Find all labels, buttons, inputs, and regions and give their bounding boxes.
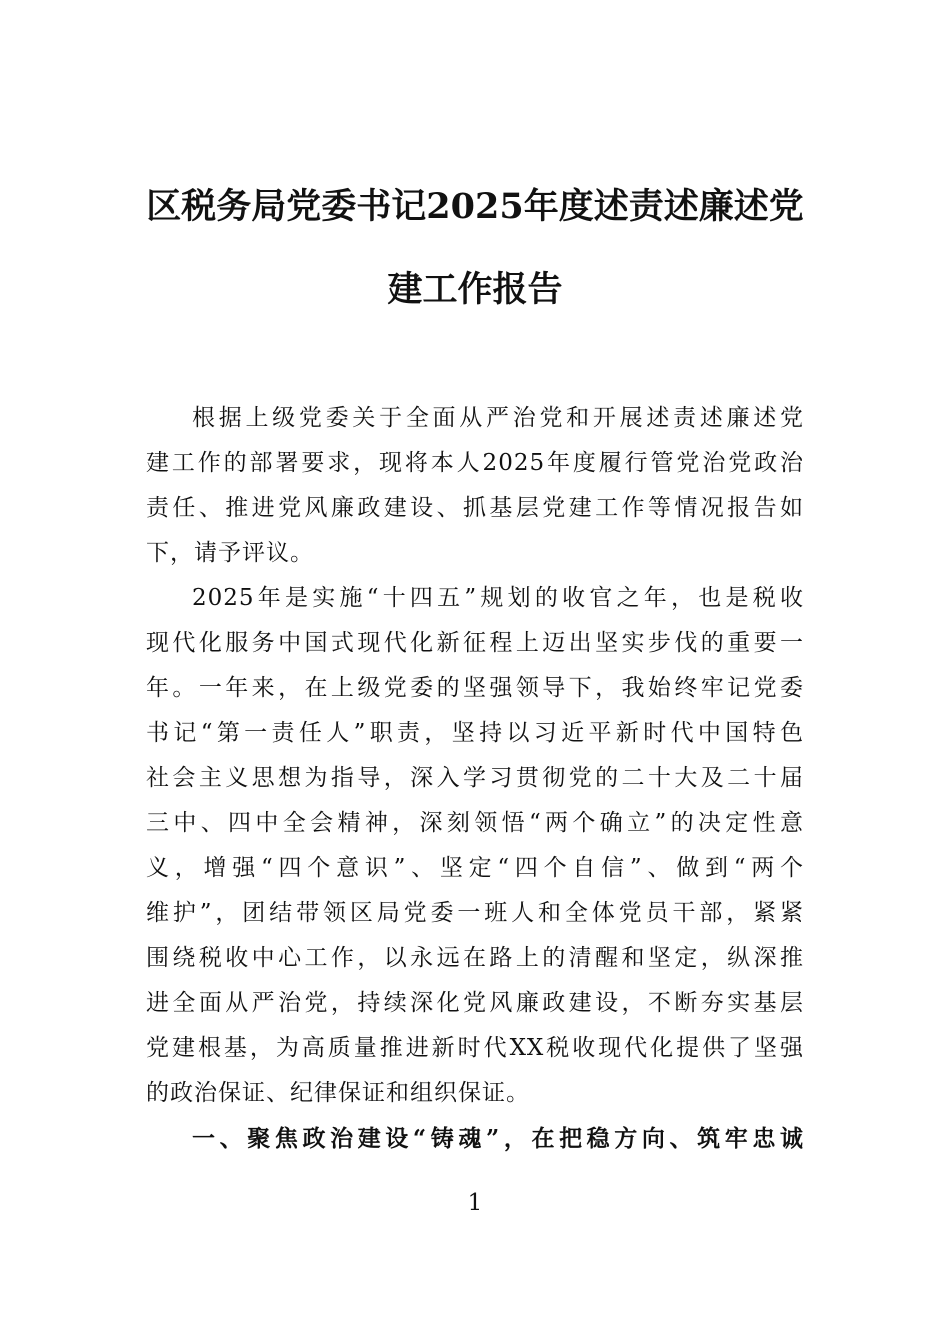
text-line: 义，增强“四个意识”、坚定“四个自信”、做到“两个: [146, 855, 804, 881]
text-line: 下，请予评议。: [146, 540, 314, 566]
document-title: [146, 165, 804, 331]
page-number: 1: [467, 1190, 483, 1216]
text-line: 建工作的部署要求，现将本人2025年度履行管党治党政治: [146, 450, 804, 476]
text-line: 进全面从严治党，持续深化党风廉政建设，不断夯实基层: [146, 990, 804, 1016]
text-line: 年。一年来，在上级党委的坚强领导下，我始终牢记党委: [146, 675, 804, 701]
document-body: [146, 396, 804, 1161]
text-line: 维护”，团结带领区局党委一班人和全体党员干部，紧紧: [146, 900, 804, 926]
section-heading-1: [146, 1116, 804, 1161]
text-line: 2025年是实施“十四五”规划的收官之年，也是税收: [192, 585, 804, 611]
text-line: 书记“第一责任人”职责，坚持以习近平新时代中国特色: [146, 720, 804, 746]
text-line: 现代化服务中国式现代化新征程上迈出坚实步伐的重要一: [146, 630, 804, 656]
paragraph-overview: [146, 576, 804, 1116]
title-line-2: 建工作报告: [387, 269, 563, 310]
text-line: 社会主义思想为指导，深入学习贯彻党的二十大及二十届: [146, 765, 804, 791]
title-line-1: 区税务局党委书记2025年度述责述廉述党: [146, 186, 804, 227]
text-line: 党建根基，为高质量推进新时代XX税收现代化提供了坚强: [146, 1035, 804, 1061]
text-line: 根据上级党委关于全面从严治党和开展述责述廉述党: [192, 405, 804, 431]
section-heading-text: 一、聚焦政治建设“铸魂”，在把稳方向、筑牢忠诚: [192, 1125, 804, 1152]
text-line: 责任、推进党风廉政建设、抓基层党建工作等情况报告如: [146, 495, 804, 521]
text-line: 三中、四中全会精神，深刻领悟“两个确立”的决定性意: [146, 810, 804, 836]
text-line: 围绕税收中心工作，以永远在路上的清醒和坚定，纵深推: [146, 945, 804, 971]
paragraph-intro: [146, 396, 804, 576]
text-line: 的政治保证、纪律保证和组织保证。: [146, 1080, 530, 1106]
